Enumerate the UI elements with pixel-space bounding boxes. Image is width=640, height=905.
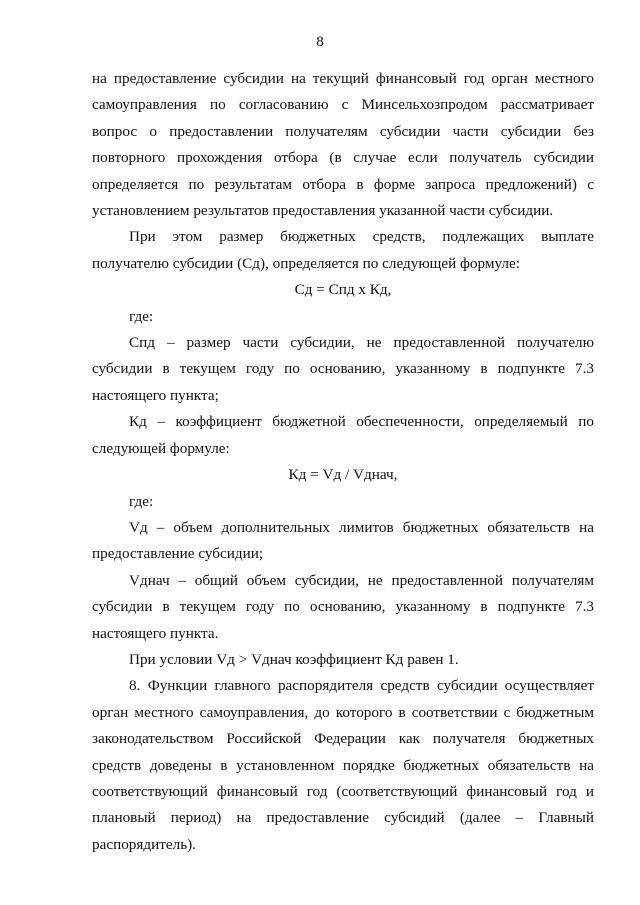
page-number: 8 <box>316 34 324 50</box>
paragraph-budget-amount: При этом размер бюджетных средств, подлежащих выплате получателю субсидии (Сд), определяется по следующей формуле: <box>92 228 594 272</box>
definition-vd: Vд – объем дополнительных лимитов бюджетных обязательств на предоставление субсидии; <box>92 518 594 563</box>
where-label-2: где: <box>129 492 154 510</box>
where-label-1: где: <box>129 307 154 325</box>
document-body <box>92 66 594 858</box>
formula-kd: Кд = Vд / Vднач, <box>288 466 398 484</box>
definition-vdnach: Vднач – общий объем субсидии, не предоставленной получателям субсидии в текущем году по основанию, указанному в подпункте 7.3 настоящего пункта. <box>92 571 594 642</box>
formula-sd: Сд = Спд х Кд, <box>294 281 392 299</box>
definition-spd: Спд – размер части субсидии, не предоставленной получателю субсидии в текущем году по основанию, указанному в подпункте 7.3 настоящего пункта; <box>92 334 594 404</box>
condition-kd-equals-one: При условии Vд > Vднач коэффициент Кд равен 1. <box>129 650 459 668</box>
paragraph-subsidy-reallocation: на предоставление субсидии на текущий финансовый год орган местного самоуправления по согласованию с Минсельхозпродом рассматривает вопрос о предоставлении получателям субсидии части субсидии без повторного прохождения отбора (в случае если получатель субсидии определяется по результатам отбора в форме запроса предложений) с установлением результатов предоставления указанной части субсидии. <box>92 70 594 220</box>
paragraph-section-8: 8. Функции главного распорядителя средств субсидии осуществляет орган местного самоуправления, до которого в соответствии с бюджетным законодательством Российской Федерации как получателя бюджетных средств доведены в установленном порядке бюджетных обязательств на соответствующий финансовый год (соответствующий финансовый год и плановый период) на предоставление субсидий (далее – Главный распорядитель). <box>92 677 594 853</box>
definition-kd: Кд – коэффициент бюджетной обеспеченности, определяемый по следующей формуле: <box>92 413 594 457</box>
